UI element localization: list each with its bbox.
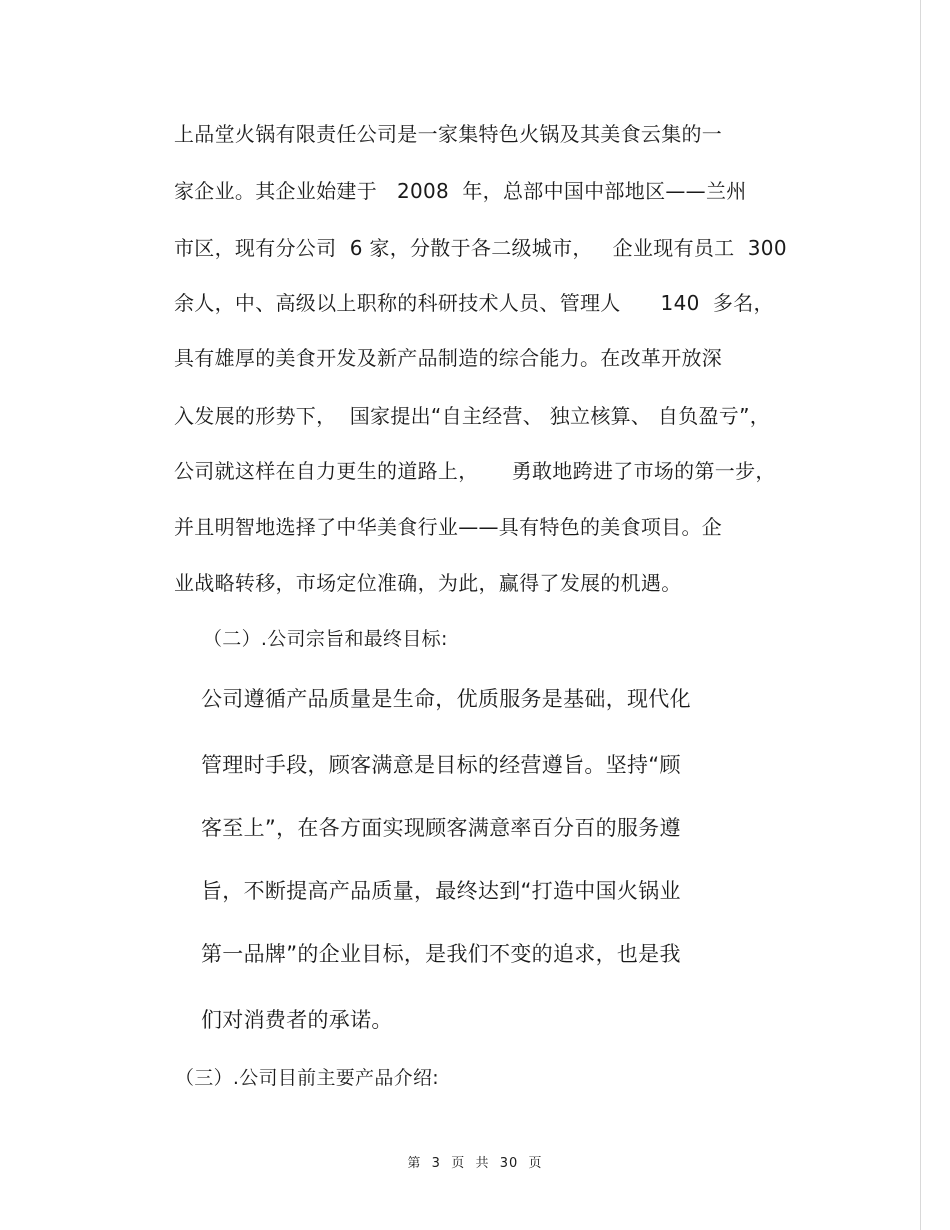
paragraph-line: 上品堂火锅有限责任公司是一家集特色火锅及其美食云集的一 — [174, 122, 723, 146]
paragraph-line: 客至上”，在各方面实现顾客满意率百分百的服务遵 — [201, 816, 681, 840]
page-edge-divider — [920, 0, 921, 1230]
paragraph-line: 入发展的形势下， 国家提出“自主经营、 独立核算、 自负盈亏”， — [174, 404, 771, 428]
section-heading-products: （三）.公司目前主要产品介绍: — [175, 1067, 439, 1089]
paragraph-line: 第一品牌”的企业目标，是我们不变的追求，也是我 — [201, 942, 681, 966]
paragraph-line: 余人，中、高级以上职称的科研技术人员、管理人 140 多名， — [174, 291, 774, 315]
paragraph-line: 并且明智地选择了中华美食行业——具有特色的美食项目。企 — [174, 515, 723, 539]
paragraph-line: 具有雄厚的美食开发及新产品制造的综合能力。在改革开放深 — [174, 346, 723, 370]
paragraph-line: 公司就这样在自力更生的道路上， 勇敢地跨进了市场的第一步， — [174, 459, 776, 483]
section-heading-purpose: （二）.公司宗旨和最终目标: — [203, 628, 448, 650]
paragraph-line: 公司遵循产品质量是生命，优质服务是基础，现代化 — [201, 687, 691, 711]
paragraph-line: 们对消费者的承诺。 — [201, 1008, 393, 1032]
paragraph-line: 旨，不断提高产品质量，最终达到“打造中国火锅业 — [201, 879, 681, 903]
paragraph-line: 家企业。其企业始建于 2008 年，总部中国中部地区——兰州 — [174, 179, 747, 203]
paragraph-line: 业战略转移，市场定位准确，为此，赢得了发展的机遇。 — [174, 571, 682, 595]
paragraph-line: 市区，现有分公司 6 家，分散于各二级城市， 企业现有员工 300 — [174, 236, 787, 260]
paragraph-line: 管理时手段，顾客满意是目标的经营遵旨。坚持“顾 — [201, 753, 681, 777]
page-number-footer: 第 3 页 共 30 页 — [407, 1156, 543, 1171]
